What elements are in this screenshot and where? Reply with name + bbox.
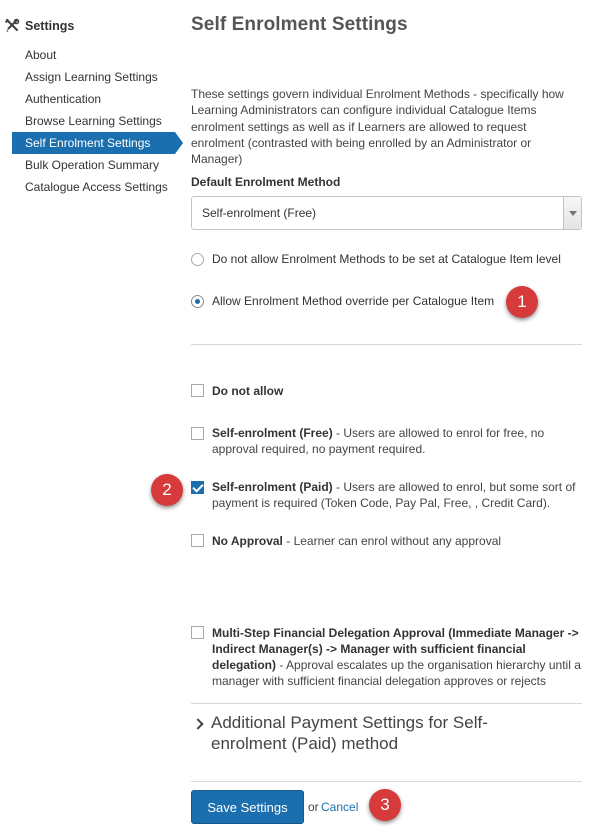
- method-text: [212, 425, 582, 457]
- checkbox-multi-step-approval[interactable]: [191, 626, 204, 639]
- chevron-right-icon: [192, 718, 203, 729]
- radio-button[interactable]: [191, 253, 204, 266]
- method-name: Multi-Step Financial Delegation Approval (Immediate Manager -> Indirect Manager(s) -> Manager with sufficient financial delegation): [212, 626, 579, 672]
- cancel-link[interactable]: Cancel: [321, 800, 359, 814]
- save-settings-button[interactable]: Save Settings: [191, 790, 304, 824]
- method-text: [212, 479, 582, 511]
- callout-badge-1: 1: [506, 286, 538, 318]
- sidebar-item-assign-learning-settings[interactable]: Assign Learning Settings: [25, 70, 158, 84]
- method-desc: - Approval escalates up the organisation hierarchy until a manager with sufficient financial delegation approves or rejects: [212, 658, 581, 688]
- method-name: Self-enrolment (Free): [212, 426, 333, 440]
- method-text: [212, 625, 582, 689]
- radio-label: Allow Enrolment Method override per Catalogue Item: [212, 294, 495, 308]
- select-value: Self-enrolment (Free): [202, 206, 317, 220]
- divider: [191, 781, 582, 782]
- checkbox-do-not-allow[interactable]: [191, 384, 204, 397]
- divider: [191, 344, 582, 345]
- method-name: No Approval: [212, 534, 283, 548]
- sidebar-title: Settings: [25, 19, 75, 33]
- method-text: [212, 383, 582, 399]
- settings-description: These settings govern individual Enrolment Methods - specifically how Learning Administrators can configure individual Catalogue Items enrolment settings as well as if Learners are allowed to request enrolment (contrasted with being enrolled by an Administrator or Manager): [191, 87, 564, 167]
- sidebar-item-browse-learning-settings[interactable]: Browse Learning Settings: [25, 114, 162, 128]
- sidebar-header: [4, 16, 74, 36]
- method-desc: - Users are allowed to enrol for free, no approval required, no payment required.: [212, 426, 545, 456]
- default-enrolment-method-label: Default Enrolment Method: [191, 175, 341, 189]
- method-desc: - Learner can enrol without any approval: [282, 534, 502, 548]
- default-enrolment-method-select[interactable]: [191, 196, 582, 230]
- page-title: Self Enrolment Settings: [191, 14, 408, 35]
- sidebar-item-bulk-operation-summary[interactable]: Bulk Operation Summary: [25, 158, 160, 172]
- method-name: Do not allow: [212, 384, 284, 398]
- callout-badge-2: 2: [151, 474, 183, 506]
- chevron-down-icon: [563, 197, 581, 229]
- tools-icon: [4, 18, 20, 34]
- sidebar-item-catalogue-access-settings[interactable]: Catalogue Access Settings: [25, 180, 168, 194]
- additional-payment-settings-heading: Additional Payment Settings for Self-enrolment (Paid) method: [211, 713, 488, 753]
- sidebar-item-self-enrolment-settings[interactable]: Self Enrolment Settings: [12, 132, 175, 154]
- divider: [191, 703, 582, 704]
- sidebar-item-authentication[interactable]: Authentication: [25, 92, 102, 106]
- callout-badge-3: 3: [369, 789, 401, 821]
- method-desc: - Users are allowed to enrol, but some sort of payment is required (Token Code, Pay Pal, Free, , Credit Card).: [212, 480, 576, 510]
- radio-do-not-allow-override[interactable]: [191, 252, 561, 266]
- radio-allow-override[interactable]: [191, 294, 494, 308]
- method-name: Self-enrolment (Paid): [212, 480, 333, 494]
- radio-label: Do not allow Enrolment Methods to be set at Catalogue Item level: [212, 252, 561, 266]
- method-text: [212, 533, 582, 549]
- checkbox-self-enrolment-free[interactable]: [191, 427, 204, 440]
- radio-button[interactable]: [191, 295, 204, 308]
- sidebar-item-about[interactable]: About: [25, 48, 57, 62]
- checkbox-self-enrolment-paid[interactable]: [191, 481, 204, 494]
- checkbox-no-approval[interactable]: [191, 534, 204, 547]
- or-text: or: [308, 800, 319, 814]
